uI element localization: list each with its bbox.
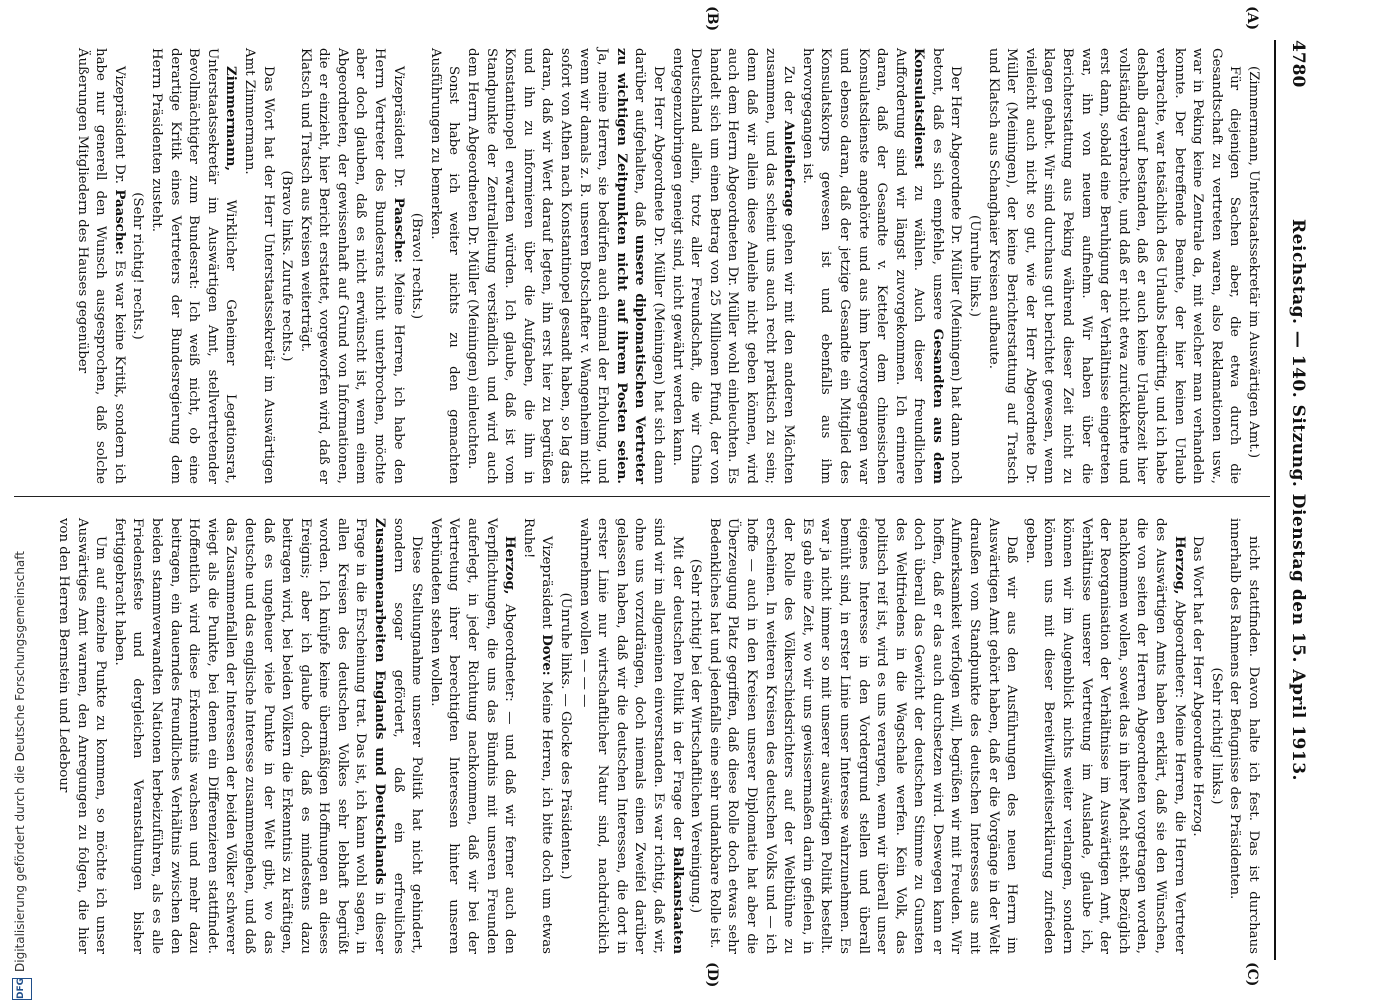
margin-marker-c: (C) [1244, 962, 1260, 987]
paragraph: Das Wort hat der Herr Unterstaatssekretär im Auswärtigen Amt Zimmermann. [241, 48, 276, 484]
header-rule [1274, 40, 1276, 960]
paragraph: (Zimmermann, Unterstaatssekretär im Auswärtigen Amt.) [1246, 66, 1261, 459]
paragraph: Herzog, Abgeordneter: — und daß wir ferner auch den Verpflichtungen, die uns das Bündnis mit unseren Freunden auferlegt, in jeder Richtung nachkommen, daß wir bei der Vertretung ihrer berechtigten Interessen hinter unseren Verbündeten stehen wollen. [427, 518, 518, 954]
column-divider [14, 496, 1270, 497]
right-text-column [53, 518, 1262, 954]
digitization-credit [10, 20, 32, 1000]
page-number: 4780 [1288, 40, 1308, 88]
stage-direction: (Sehr richtig! links.) [1208, 667, 1224, 805]
paragraph: Für diejenigen Sachen aber, die etwa durch die Gesandtschaft zu vertreten waren, also Reklamationen usw., war in Peking keine Zentrale da, mit welcher man verhandeln konnte. Der betreffende Beamte, der hier keinen Urlaub verbrachte, war tatsächlich des Urlaubs bedürftig, und ich habe deshalb darauf bestanden, daß er auch keine Urlaubszeit hier vollständig verbrachte, und daß er nicht etwa zurückkehrte und erst dann, sobald eine Beruhigung der Verhältnisse eingetreten war, ihn von neuem aufnehm. Wir haben über die Berichterstattung aus Peking während dieser Zeit nicht zu klagen gehabt. Wir sind durchaus gut berichtet gewesen, wenn vielleicht auch nicht so gut, wie der Herr Abgeordnete Dr. Müller (Meiningen), der keine Berichterstattung auf Tratsch und Klatsch aus Schanghaier Kreisen aufbaute. [985, 48, 1243, 484]
page-header [1282, 40, 1310, 960]
left-text-column [72, 48, 1262, 484]
margin-marker-a: (A) [1244, 6, 1260, 31]
stage-direction: (Bravo! rechts.) [409, 212, 425, 320]
paragraph: Diese Stellungnahme unserer Politik hat nicht gehindert, sondern sogar gefördert, daß ein erfreuliches Zusammenarbeiten Englands und Deutschlands in dieser Frage in die Erscheinung trat. Das ist, ich kann wohl sagen, in allen Kreisen des deutschen Volkes sehr lebhaft begrüßt worden. Ich knüpfe keine übermäßigen Hoffnungen an dieses Ereignis; aber ich glaube doch, daß es mindestens dazu beitragen wird, bei beiden Völkern die Erkenntnis zu kräftigen, daß es ungeheuer viele Punkte in der Welt gibt, wo das deutsche und das englische Interesse zusammengehen, und daß das Zusammenfallen der Interessen der beiden Völker schwerer wiegt als die Punkte, bei denen ein Differenzieren stattfindet. Hoffentlich wird diese Erkenntnis wachsen und mehr dazu beitragen, ein dauerndes freundliches Verhältnis zwischen den beiden stammverwandten Nationen herbeizuführen, als es alle Friedensfeste und dergleichen Veranstaltungen bisher fertiggebracht haben. [111, 518, 425, 954]
paragraph: Vizepräsident Dove: Meine Herren, ich bitte doch um etwas Ruhe! [520, 518, 555, 954]
stage-direction: (Sehr richtig! bei der Wirtschaftlichen Vereinigung.) [688, 558, 704, 914]
credit-text: Digitalisierung gefördert durch die Deutsche Forschungsgemeinschaft [13, 550, 27, 972]
paragraph: Zu der Anleihefrage gehen wir mit den anderen Mächten zusammen, und das scheint uns auch recht praktisch zu sein; denn daß wir allein diese Anleihe nicht geben können, wird auch dem Herrn Abgeordneten Dr. Müller wohl einleuchten. Es handelt sich um einen Betrag von 25 Millionen Pfund, der von Deutschland allein, trotz aller Freundschaft, die wir China entgegenzubringen geneigt sind, nicht gewährt werden kann. [669, 48, 797, 485]
margin-marker-d: (D) [704, 962, 720, 988]
page-title: Reichstag. — 140. Sitzung. Dienstag den 15. April 1913. [1288, 219, 1308, 781]
stage-direction: (Bravo links. Zurufe rechts.) [279, 170, 295, 362]
paragraph: Sonst habe ich weiter nichts zu den gemachten Ausführungen zu bemerken. [427, 48, 462, 484]
paragraph: Vizepräsident Dr. Paasche: Meine Herren, ich habe den Herrn Vertreter des Bundesrats nicht unterbrochen, möchte aber doch glauben, daß es nicht erwünscht ist, wenn einem Abgeordneten, der gewissenhaft auf Grund von Informationen, die er einzieht, hier Bericht erstattet, vorgeworfen wird, daß er Klatsch und Tratsch aus Kreisen weiterträgt. [297, 48, 406, 484]
stage-direction: (Unruhe links. — Glocke des Präsidenten.) [558, 592, 574, 880]
paragraph: Das Wort hat der Herr Abgeordnete Herzog. [1190, 536, 1206, 837]
dfg-logo: DFG [12, 978, 32, 1000]
stage-direction: (Sehr richtig! rechts.) [130, 192, 146, 340]
paragraph: Daß wir aus den Ausführungen des neuen Herrn im Auswärtigen Amt gehört haben, daß er die Vorgänge in der Welt draußen vom Standpunkte des deutschen Interesses aus mit Aufmerksamkeit verfolgen will, begrüßen wir mit Freuden. Wir hoffen, daß er das auch durchsetzen wird. Deswegen kann er doch überall das Gewicht der deutschen Stimme zu Gunsten des Weltfriedens in die Wagschale werfen. Kein Volk, das politisch reif ist, wird es uns verargen, wenn wir überall unser eigenes Interesse in den Vordergrund stellen und überall bemüht sind, in erster Linie unser Interesse wahrzunehmen. Es war ja nicht immer so mit unserer auswärtigen Politik bestellt. Es gab eine Zeit, wo wir uns gewissermaßen darin gefielen, in der Rolle des Völkerschiedsrichters auf der Weltbühne zu erscheinen. In weiteren Kreisen des deutschen Volks und — ich hoffe — auch in den Kreisen unserer Diplomatie hat aber die Überzeugung Platz gegriffen, daß diese Rolle doch etwas sehr Bedenkliches hat und jedenfalls eine sehr undankbare Rolle ist. [706, 518, 1020, 954]
paragraph: Zimmermann, Wirklicher Geheimer Legationsrat, Unterstaatssekretär im Auswärtigen Amt, stellvertretender Bevollmächtigter zum Bundesrat: Ich weiß nicht, ob eine derartige Kritik eines Vertreters der Bundesregierung dem Herrn Präsidenten zusteht. [148, 48, 239, 484]
paragraph: Mit der deutschen Politik in der Frage der Balkanstaaten sind wir im allgemeinen einverstanden. Es war richtig, daß wir, ohne uns vorzudrängen, doch niemals einen Zweifel darüber gelassen haben, daß wir die deutschen Interessen, die dort in erster Linie nur wirtschaftlicher Natur sind, nachdrücklich wahrnehmen wollen — — — [576, 518, 685, 954]
paragraph: Herzog, Abgeordneter: Meine Herren, die Herren Vertreter des Auswärtigen Amts haben erklärt, daß sie den Wünschen, die von seiten der Herren Abgeordneten vorgetragen worden, nachkommen wollen, soweit das in ihrer Macht steht. Bezüglich der Reorganisation der Verhältnisse im Auswärtigen Amt, der Verhältnisse unserer Vertretung im Auslande, glaube ich, können wir im Augenblick nichts weiter verlangen, sondern können uns mit dieser Bereitwilligkeitserklärung zufrieden geben. [1022, 518, 1187, 954]
paragraph: nicht stattfinden. Davon halte ich fest. Das ist durchaus innerhalb des Rahmens der Befugnisse des Präsidenten. [1227, 518, 1261, 954]
paragraph: Der Herr Abgeordnete Dr. Müller (Meiningen) hat sich dann darüber aufgehalten, daß unsere diplomatischen Vertreter zu wichtigen Zeitpunkten nicht auf ihrem Posten seien. Ja, meine Herren, sie bedürfen auch einmal der Erholung, und wenn wir damals z. B. unseren Botschafter v. Wangenheim nicht sofort von Athen nach Konstantinopel gesandt haben, so lag das daran, daß wir Wert darauf legten, ihn erst hier zu begrüßen und ihn zu informieren über die Aufgaben, die ihm in Konstantinopel erwarten würden. Ich glaube, daß ist vom Standpunkte der Zentralleitung verständlich und wird auch dem Herrn Abgeordneten Dr. Müller (Meiningen) einleuchten. [465, 48, 666, 485]
paragraph: Der Herr Abgeordnete Dr. Müller (Meiningen) hat dann noch betont, daß es sich empfehle, unsere Gesandten aus dem Konsulatsdienst zu wählen. Auch dieser freundlichen Aufforderung sind wir längst zuvorgekommen. Ich erinnere daran, daß der Gesandte v. Ketteler dem chinesischen Konsulatsdienste angehörte und aus ihm hervorgegangen war und ebenso daran, daß der jetzige Gesandte ein Mitglied des Konsulatskorps gewesen ist und ebenfalls aus ihm hervorgegangen ist. [799, 48, 964, 484]
paragraph: Um auf einzelne Punkte zu kommen, so möchte ich unser Auswärtiges Amt warnen, den Anregungen zu folgen, die hier von den Herren Bernstein und Ledebour [56, 518, 109, 954]
paragraph: Vizepräsident Dr. Paasche: Es war keine Kritik, sondern ich habe nur generell den Wunsch ausgesprochen, daß solche Äußerungen Mitgliedern des Hauses gegenüber [74, 48, 127, 484]
stage-direction: (Unruhe links.) [967, 215, 983, 317]
margin-marker-b: (B) [704, 6, 720, 32]
